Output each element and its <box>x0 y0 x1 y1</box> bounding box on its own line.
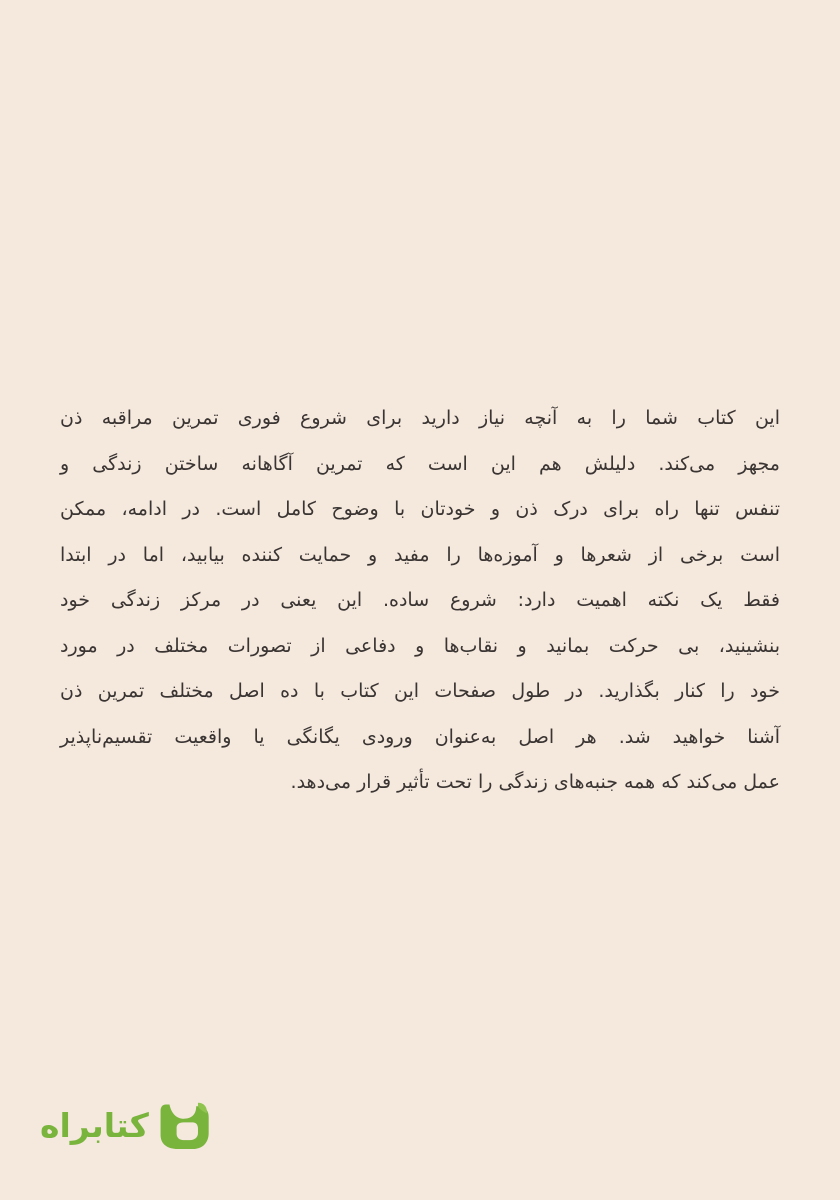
paragraph-line: فقط یک نکته اهمیت دارد: شروع ساده. این یعنی در مرکز زندگی خود <box>60 589 780 611</box>
logo-wordmark: کتابراه <box>40 1105 149 1145</box>
paragraph-line: مجهز می‌کند. دلیلش هم این است که تمرین آگاهانه ساختن زندگی و <box>60 452 780 475</box>
paragraph-line: تنفس تنها راه برای درک ذن و خودتان با وضوح کامل است. در ادامه، ممکن <box>60 498 780 520</box>
body-paragraph <box>60 396 780 806</box>
paragraph-line: بنشینید، بی حرکت بمانید و نقاب‌ها و دفاعی از تصورات مختلف در مورد <box>60 634 780 657</box>
paragraph-line: است برخی از شعرها و آموزه‌ها را مفید و حمایت کننده بیابید، اما در ابتدا <box>60 543 780 566</box>
paragraph-line: عمل می‌کند که همه جنبه‌های زندگی را تحت تأثیر قرار می‌دهد. <box>290 771 780 793</box>
paragraph-line: خود را کنار بگذارید. در طول صفحات این کتاب با ده اصل مختلف تمرین ذن <box>60 680 780 702</box>
paragraph-line: آشنا خواهید شد. هر اصل به‌عنوان ورودی یگانگی یا واقعیت تقسیم‌ناپذیر <box>60 725 780 748</box>
book-leaf-icon <box>157 1094 212 1156</box>
ketabrah-logo <box>40 1092 212 1158</box>
paragraph-line: این کتاب شما را به آنچه نیاز دارید برای شروع فوری تمرین مراقبه ذن <box>60 407 780 429</box>
